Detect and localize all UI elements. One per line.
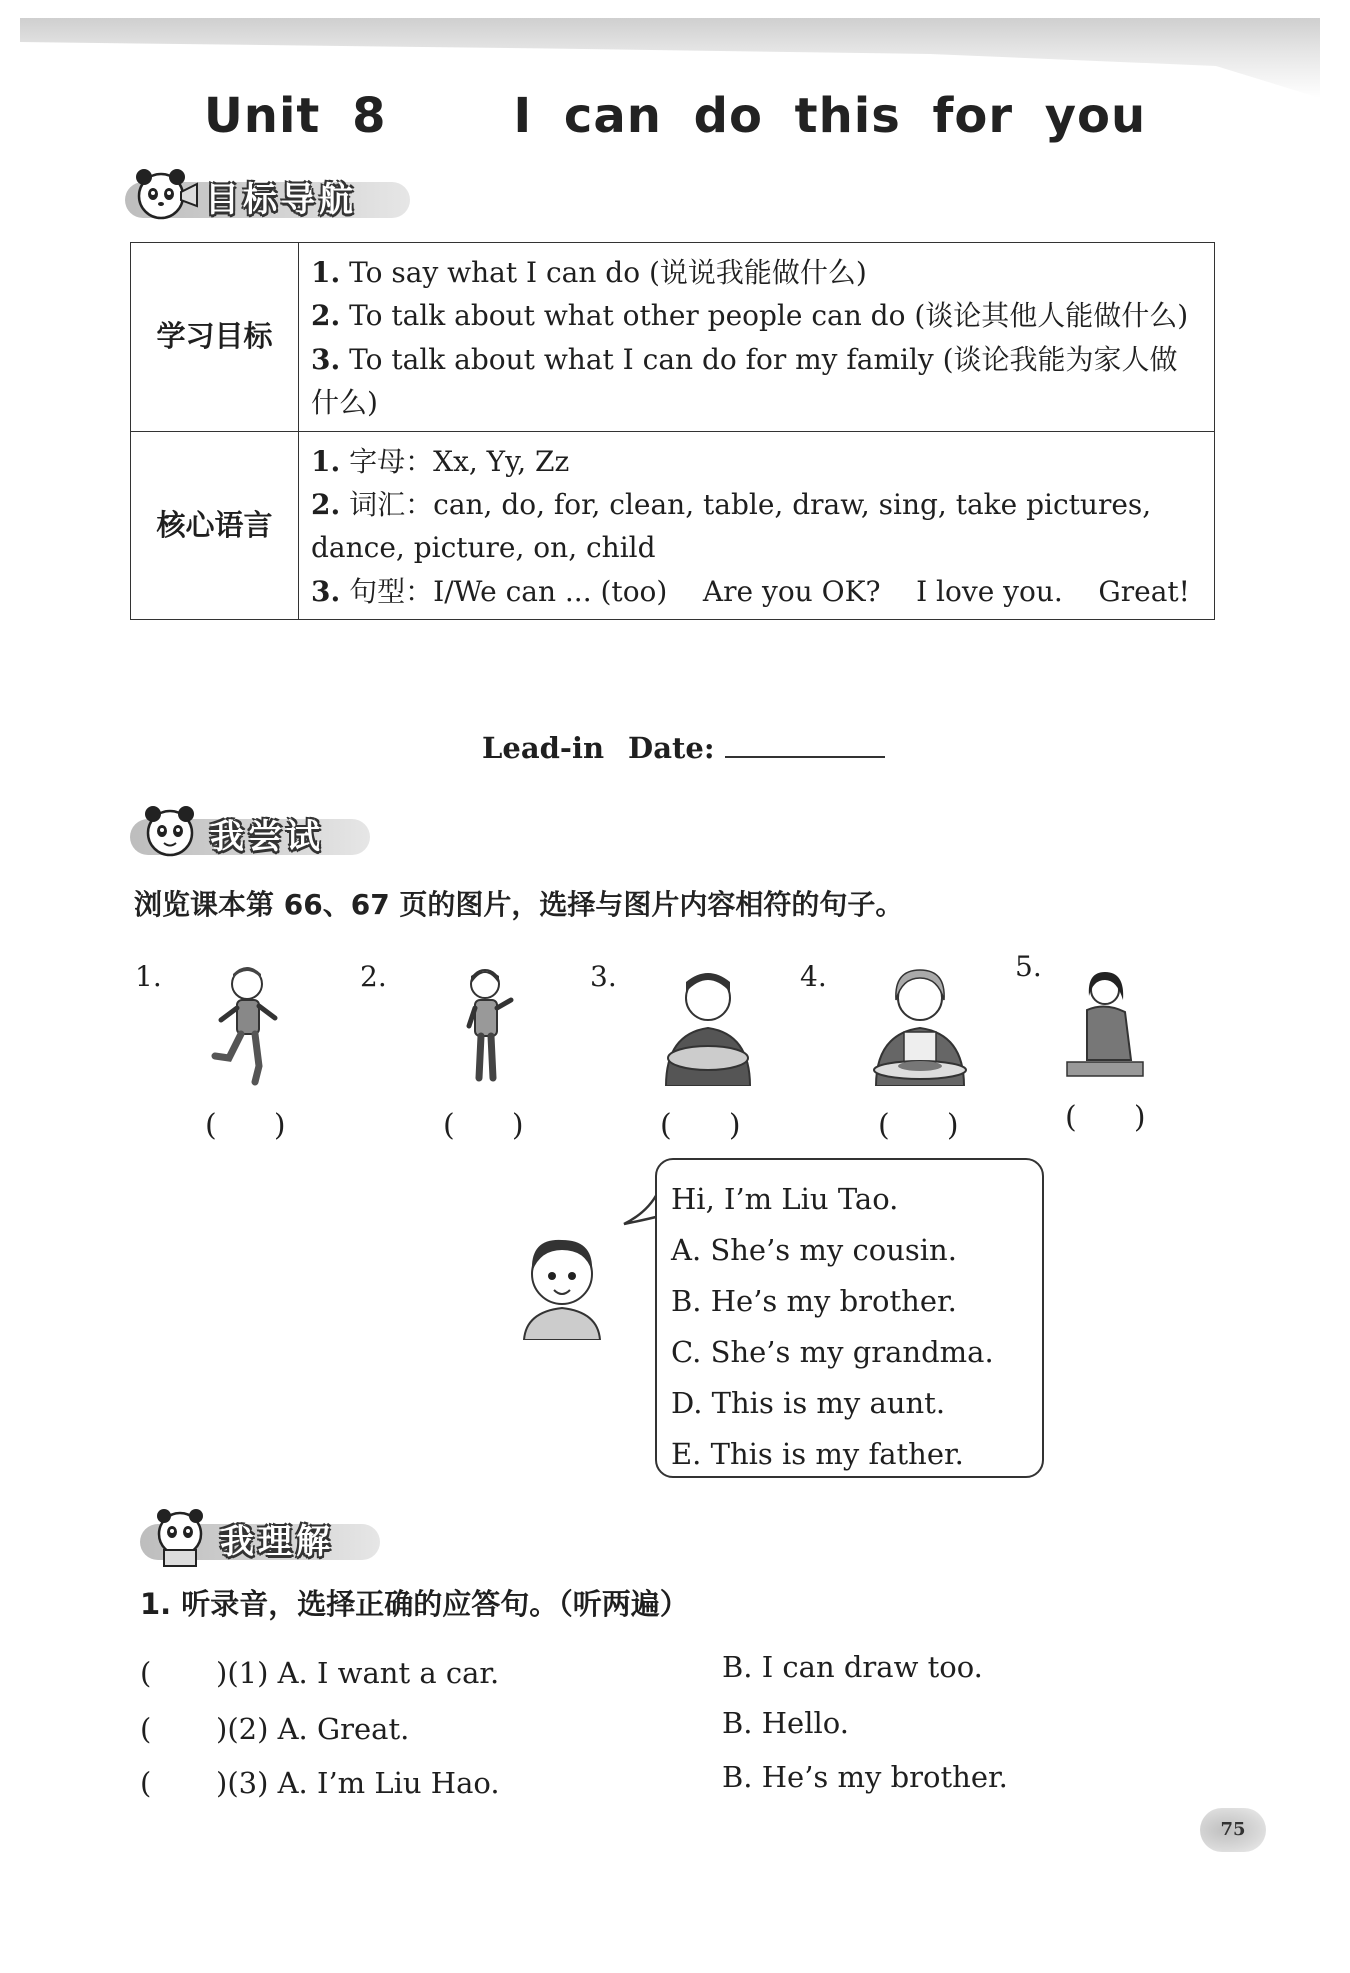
- question-row: [140, 1760, 1140, 1806]
- section-heading-try: [130, 795, 370, 865]
- goal-line: 1. To say what I can do (说说我能做什么): [311, 256, 867, 289]
- leadin-label: Lead-in: [482, 731, 605, 765]
- speech-intro: Hi, I’m Liu Tao.: [671, 1182, 899, 1216]
- section-heading-goals: [125, 158, 410, 228]
- date-label: Date:: [628, 731, 715, 765]
- panda-megaphone-icon: [131, 162, 201, 226]
- date-blank[interactable]: [725, 730, 885, 758]
- picture-number: 4.: [800, 960, 827, 993]
- leadin-date-line: [482, 730, 885, 765]
- question-row: [140, 1706, 1140, 1752]
- question-option-a: )(3) A. I’m Liu Hao.: [216, 1766, 500, 1800]
- picture-number: 3.: [590, 960, 617, 993]
- picture-number: 5.: [1015, 950, 1042, 983]
- question-option-b: B. Hello.: [722, 1706, 849, 1740]
- grandma-with-plate-icon: [860, 964, 980, 1086]
- core-line: 1. 字母：Xx, Yy, Zz: [311, 444, 570, 478]
- answer-paren[interactable]: ( ): [878, 1108, 959, 1143]
- question-option-a: )(2) A. Great.: [216, 1712, 410, 1746]
- speech-option: A. She’s my cousin.: [671, 1233, 957, 1267]
- listening-task-title: 1. 听录音，选择正确的应答句。（听两遍）: [140, 1587, 689, 1621]
- speech-option: D. This is my aunt.: [671, 1386, 946, 1420]
- answer-paren[interactable]: ( ): [205, 1108, 286, 1143]
- section-heading-text: 我理解: [220, 1522, 334, 1562]
- top-decoration-band: [20, 18, 1320, 98]
- try-instruction: 浏览课本第 66、67 页的图片，选择与图片内容相符的句子。: [134, 888, 904, 921]
- picture-item: [1015, 950, 1165, 1135]
- core-language-label: 核心语言: [131, 431, 299, 620]
- picture-item: [800, 960, 990, 1143]
- goal-line: 3. To talk about what I can do for my family (谈论我能为家人做什么): [311, 342, 1178, 420]
- unit-title: Unit 8 I can do this for you: [203, 88, 1147, 144]
- question-row: [140, 1650, 1140, 1696]
- girl-singing-icon: [455, 962, 525, 1090]
- goals-table: [130, 242, 1215, 620]
- section-heading-text: 我尝试: [210, 817, 324, 857]
- answer-open-paren[interactable]: (: [140, 1712, 152, 1746]
- page-number: 75: [1200, 1808, 1266, 1852]
- picture-item: [135, 960, 305, 1143]
- answer-paren[interactable]: ( ): [443, 1108, 524, 1143]
- core-line: 2. 词汇：can, do, for, clean, table, draw, sing, take pictures, dance, picture, on, child: [311, 487, 1152, 565]
- picture-item: [590, 960, 780, 1143]
- goals-row-content: [299, 243, 1215, 432]
- panda-icon: [136, 799, 206, 863]
- answer-open-paren[interactable]: (: [140, 1766, 152, 1800]
- question-option-b: B. He’s my brother.: [722, 1760, 1008, 1794]
- picture-number: 2.: [360, 960, 387, 993]
- section-heading-understand: [140, 1500, 380, 1570]
- liu-tao-boy-icon: [516, 1228, 606, 1340]
- speech-option: B. He’s my brother.: [671, 1284, 957, 1318]
- goal-line: 2. To talk about what other people can do (谈论其他人能做什么): [311, 299, 1189, 333]
- goals-row-label: 学习目标: [131, 243, 299, 432]
- question-option-b: B. I can draw too.: [722, 1650, 983, 1684]
- answer-open-paren[interactable]: (: [140, 1656, 152, 1690]
- speech-lines: [671, 1174, 994, 1480]
- man-with-bowl-icon: [650, 964, 766, 1086]
- core-line: 3. 句型：I/We can ... (too) Are you OK? I love you. Great!: [311, 574, 1190, 608]
- boy-dancing-icon: [205, 962, 285, 1090]
- answer-paren[interactable]: ( ): [1065, 1100, 1146, 1135]
- answer-paren[interactable]: ( ): [660, 1108, 741, 1143]
- section-heading-text: 目标导航: [205, 180, 357, 220]
- picture-number: 1.: [135, 960, 162, 993]
- speech-bubble: [655, 1158, 1044, 1478]
- question-option-a: )(1) A. I want a car.: [216, 1656, 500, 1690]
- woman-cleaning-icon: [1065, 970, 1145, 1082]
- picture-item: [360, 960, 530, 1143]
- speech-option: C. She’s my grandma.: [671, 1335, 994, 1369]
- speech-option: E. This is my father.: [671, 1437, 964, 1471]
- panda-reading-icon: [146, 1504, 216, 1568]
- core-language-content: [299, 431, 1215, 620]
